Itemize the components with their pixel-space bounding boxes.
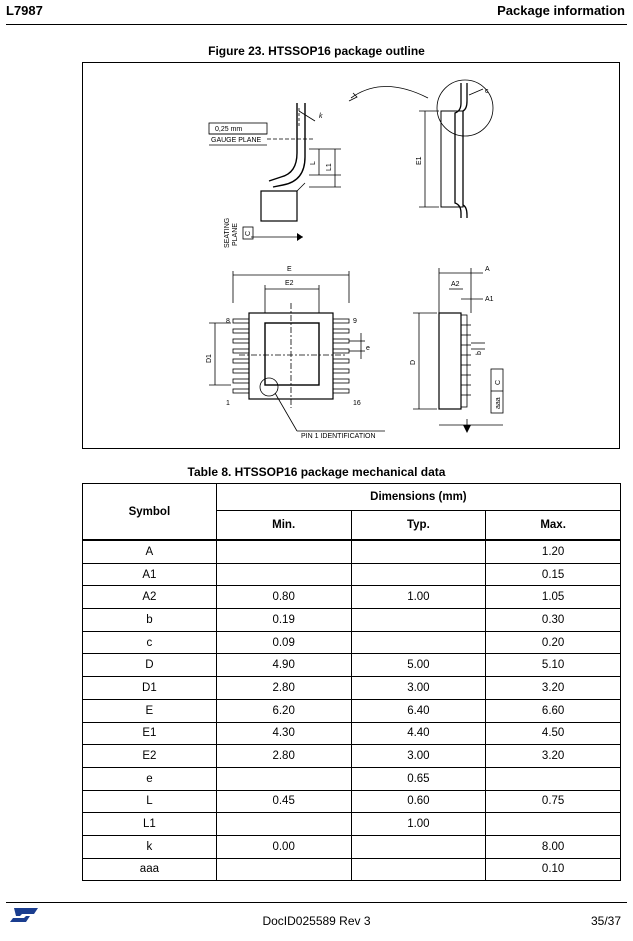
typ-cell (351, 835, 486, 858)
E2-label: E2 (285, 280, 294, 287)
max-cell (486, 813, 621, 836)
symbol-cell: L (83, 790, 217, 813)
side-view-e1 (416, 80, 493, 218)
min-cell (216, 540, 351, 563)
typ-cell (351, 540, 486, 563)
min-cell: 2.80 (216, 745, 351, 768)
symbol-cell: L1 (83, 813, 217, 836)
section-title: Package information (497, 3, 625, 18)
min-cell: 4.90 (216, 654, 351, 677)
typ-cell (351, 563, 486, 586)
detail-arrow (351, 87, 428, 99)
max-cell: 4.50 (486, 722, 621, 745)
table-row (83, 790, 621, 813)
typ-cell: 0.60 (351, 790, 486, 813)
min-cell: 0.09 (216, 631, 351, 654)
table-row (83, 654, 621, 677)
D1-label: D1 (206, 354, 213, 363)
typ-cell: 6.40 (351, 699, 486, 722)
datum-c2-label: C (495, 379, 502, 385)
table-row (83, 563, 621, 586)
pin-16-label: 16 (353, 400, 361, 407)
seating-label: SEATING (224, 217, 231, 248)
aaa-label: aaa (495, 397, 502, 409)
min-cell (216, 813, 351, 836)
max-cell: 3.20 (486, 677, 621, 700)
symbol-cell: aaa (83, 858, 217, 881)
min-cell: 0.45 (216, 790, 351, 813)
symbol-cell: c (83, 631, 217, 654)
min-cell: 0.00 (216, 835, 351, 858)
typ-cell (351, 858, 486, 881)
typ-cell: 1.00 (351, 586, 486, 609)
typ-header: Typ. (351, 511, 486, 540)
symbol-cell: E (83, 699, 217, 722)
bottom-view (206, 266, 385, 440)
table-row (83, 835, 621, 858)
min-cell: 0.80 (216, 586, 351, 609)
gauge-plane-label: GAUGE PLANE (211, 137, 262, 144)
symbol-cell: E2 (83, 745, 217, 768)
max-cell: 0.20 (486, 631, 621, 654)
pin-8-label: 8 (226, 318, 230, 325)
pin-9-label: 9 (353, 318, 357, 325)
max-cell: 1.20 (486, 540, 621, 563)
E1-label: E1 (416, 156, 423, 165)
figure-title: Figure 23. HTSSOP16 package outline (208, 44, 425, 58)
b-label: b (476, 351, 483, 355)
symbol-cell: D1 (83, 677, 217, 700)
max-header: Max. (486, 511, 621, 540)
table-row (83, 813, 621, 836)
doc-id: DocID025589 Rev 3 (262, 914, 371, 928)
max-cell: 0.10 (486, 858, 621, 881)
max-cell: 8.00 (486, 835, 621, 858)
pin-1-identification-label: PIN 1 IDENTIFICATION (301, 433, 376, 440)
table-row (83, 745, 621, 768)
page-number: 35/37 (590, 914, 621, 928)
max-cell: 1.05 (486, 586, 621, 609)
datum-c-label: C (245, 230, 252, 236)
typ-cell: 1.00 (351, 813, 486, 836)
typ-cell: 0.65 (351, 767, 486, 790)
table-row (83, 677, 621, 700)
symbol-cell: D (83, 654, 217, 677)
A1-label: A1 (485, 296, 494, 303)
symbol-cell: A1 (83, 563, 217, 586)
lead-detail (209, 103, 341, 248)
typ-cell: 3.00 (351, 745, 486, 768)
table-row (83, 722, 621, 745)
min-cell (216, 767, 351, 790)
e-pitch-label: e (366, 345, 370, 352)
mechanical-data-table (82, 483, 621, 881)
gauge-value-label: 0,25 mm (215, 126, 243, 133)
dimensions-header: Dimensions (mm) (216, 484, 620, 511)
footer-rule (6, 902, 627, 903)
min-cell: 4.30 (216, 722, 351, 745)
min-header: Min. (216, 511, 351, 540)
c-thickness-label: c (485, 88, 489, 95)
min-cell: 0.19 (216, 609, 351, 632)
L1-label: L1 (326, 163, 333, 171)
side-view-d (410, 266, 503, 433)
table-row (83, 540, 621, 563)
typ-cell (351, 631, 486, 654)
table-row (83, 699, 621, 722)
table-row (83, 858, 621, 881)
max-cell: 6.60 (486, 699, 621, 722)
plane-label: PLANE (232, 223, 239, 246)
table-row (83, 767, 621, 790)
max-cell: 0.30 (486, 609, 621, 632)
symbol-cell: A (83, 540, 217, 563)
package-outline-drawing (83, 63, 619, 448)
header-rule (6, 24, 627, 25)
min-cell: 2.80 (216, 677, 351, 700)
table-title: Table 8. HTSSOP16 package mechanical data (187, 465, 446, 479)
symbol-cell: b (83, 609, 217, 632)
table-row (83, 609, 621, 632)
max-cell: 3.20 (486, 745, 621, 768)
symbol-header: Symbol (83, 484, 217, 541)
symbol-cell: A2 (83, 586, 217, 609)
E-label: E (287, 266, 292, 273)
min-cell: 6.20 (216, 699, 351, 722)
L-label: L (310, 161, 317, 165)
min-cell (216, 858, 351, 881)
symbol-cell: k (83, 835, 217, 858)
pin-1-label: 1 (226, 400, 230, 407)
table-row (83, 586, 621, 609)
max-cell: 0.75 (486, 790, 621, 813)
typ-cell: 3.00 (351, 677, 486, 700)
typ-cell: 5.00 (351, 654, 486, 677)
k-angle-label: k (319, 113, 323, 120)
A-label: A (485, 266, 490, 273)
symbol-cell: E1 (83, 722, 217, 745)
table-row (83, 631, 621, 654)
A2-label: A2 (451, 281, 460, 288)
max-cell (486, 767, 621, 790)
max-cell: 5.10 (486, 654, 621, 677)
max-cell: 0.15 (486, 563, 621, 586)
symbol-cell: e (83, 767, 217, 790)
doc-part-number: L7987 (6, 3, 43, 18)
typ-cell: 4.40 (351, 722, 486, 745)
typ-cell (351, 609, 486, 632)
package-outline-figure (82, 62, 620, 449)
D-label: D (410, 359, 417, 365)
min-cell (216, 563, 351, 586)
